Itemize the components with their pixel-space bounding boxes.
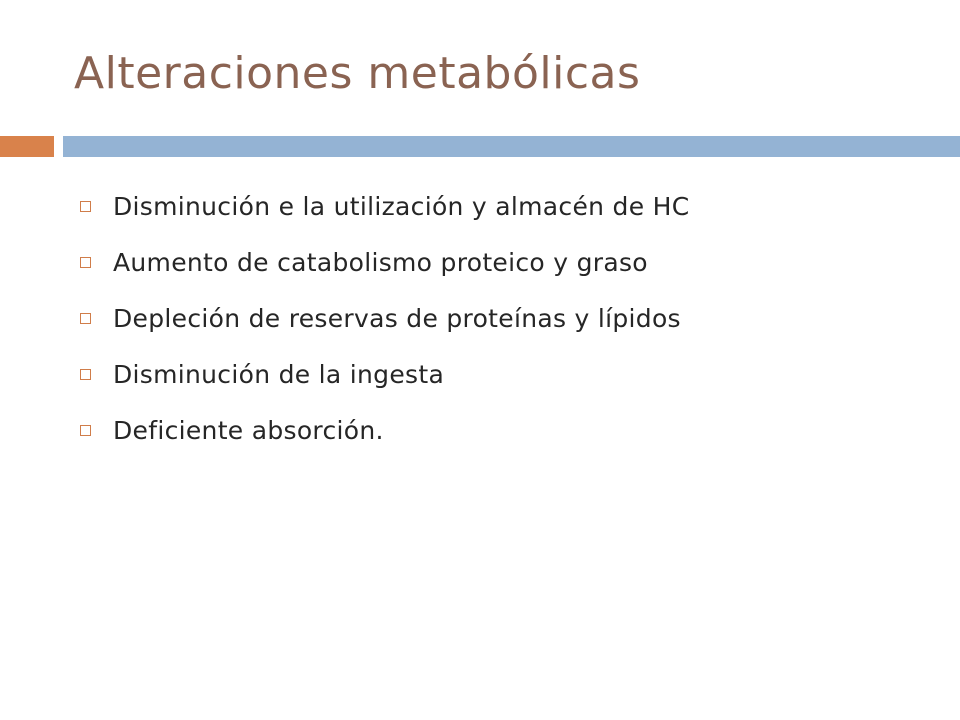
list-item (80, 234, 689, 290)
hollow-square-icon (80, 201, 91, 212)
hollow-square-icon (80, 425, 91, 436)
list-item (80, 178, 689, 234)
bullet-text: Deficiente absorción. (113, 415, 384, 445)
bullet-text: Depleción de reservas de proteínas y lípidos (113, 303, 681, 333)
accent-bar (0, 136, 54, 157)
hollow-square-icon (80, 257, 91, 268)
title-underline-bar (63, 136, 960, 157)
hollow-square-icon (80, 313, 91, 324)
list-item (80, 402, 689, 458)
slide-title: Alteraciones metabólicas (74, 48, 641, 99)
bullet-text: Aumento de catabolismo proteico y graso (113, 247, 648, 277)
hollow-square-icon (80, 369, 91, 380)
bullet-text: Disminución e la utilización y almacén de HC (113, 191, 690, 221)
bullet-list (80, 178, 689, 458)
list-item (80, 290, 689, 346)
list-item (80, 346, 689, 402)
bullet-text: Disminución de la ingesta (113, 359, 445, 389)
